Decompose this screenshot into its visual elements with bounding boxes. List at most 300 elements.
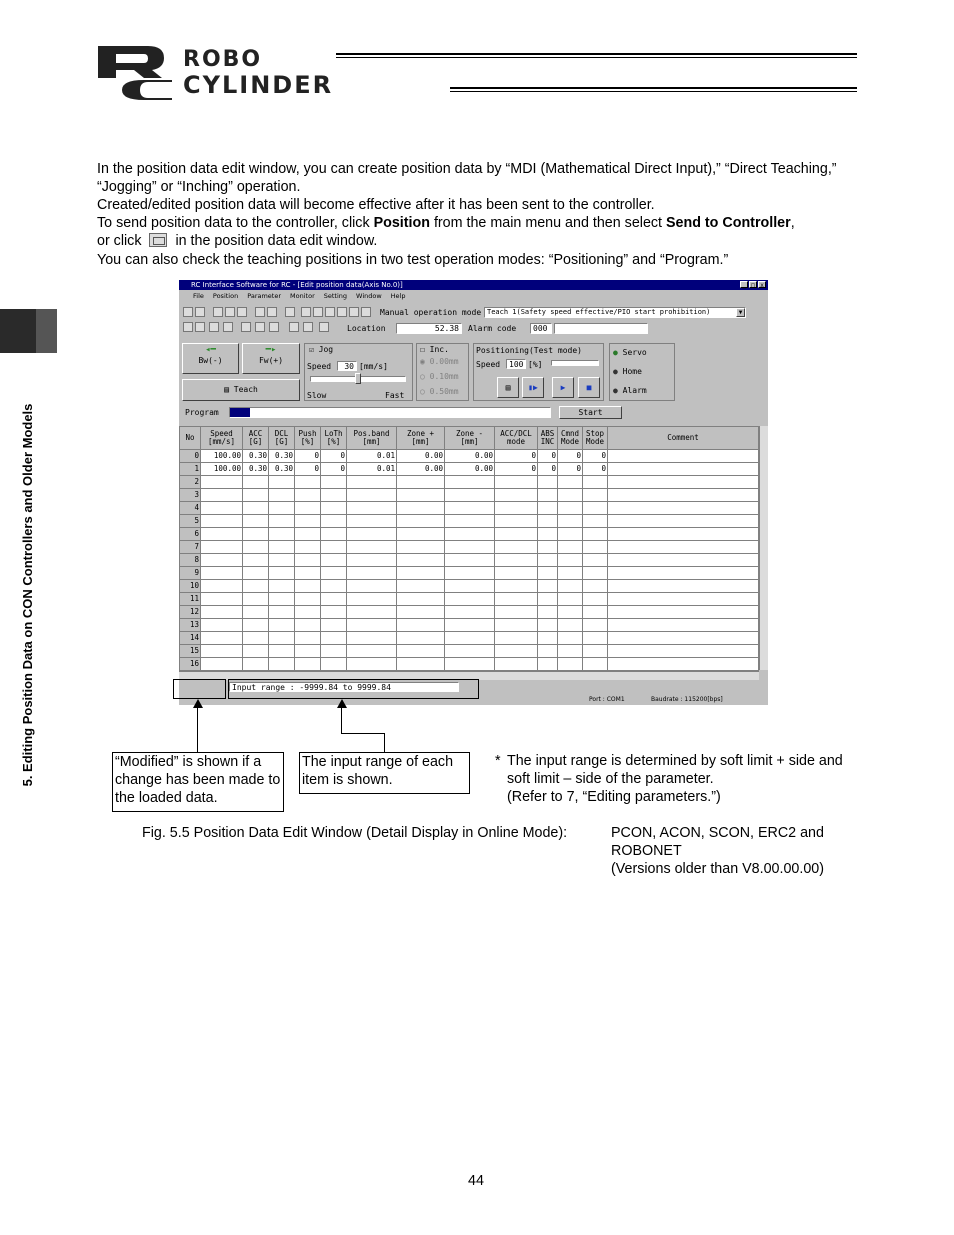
table-cell[interactable] bbox=[397, 476, 445, 489]
table-cell[interactable] bbox=[583, 476, 608, 489]
table-cell[interactable] bbox=[445, 619, 495, 632]
step-icon[interactable]: ▤ bbox=[497, 377, 519, 398]
table-cell[interactable] bbox=[269, 515, 295, 528]
paste-icon[interactable] bbox=[269, 322, 279, 332]
table-cell[interactable] bbox=[243, 554, 269, 567]
vertical-scrollbar[interactable] bbox=[759, 426, 768, 670]
table-cell[interactable] bbox=[445, 502, 495, 515]
table-cell[interactable] bbox=[445, 489, 495, 502]
copy-icon[interactable] bbox=[255, 322, 265, 332]
table-row[interactable] bbox=[180, 502, 759, 515]
table-cell[interactable] bbox=[269, 580, 295, 593]
table-cell[interactable] bbox=[558, 593, 583, 606]
table-cell[interactable] bbox=[201, 541, 243, 554]
table-row[interactable] bbox=[180, 450, 759, 463]
table-cell[interactable] bbox=[583, 580, 608, 593]
table-cell[interactable] bbox=[321, 541, 347, 554]
table-cell[interactable] bbox=[269, 593, 295, 606]
tool-icon[interactable] bbox=[303, 322, 313, 332]
table-cell[interactable] bbox=[445, 606, 495, 619]
table-cell[interactable] bbox=[445, 645, 495, 658]
table-cell[interactable] bbox=[583, 502, 608, 515]
table-cell[interactable]: 0.30 bbox=[243, 463, 269, 476]
table-cell[interactable]: 0 bbox=[295, 450, 321, 463]
table-cell[interactable] bbox=[243, 541, 269, 554]
slider-handle[interactable] bbox=[355, 373, 361, 384]
table-cell[interactable] bbox=[295, 476, 321, 489]
table-cell[interactable] bbox=[347, 515, 397, 528]
table-cell[interactable] bbox=[558, 645, 583, 658]
table-cell[interactable] bbox=[321, 528, 347, 541]
table-cell[interactable] bbox=[269, 645, 295, 658]
table-cell[interactable] bbox=[608, 619, 759, 632]
table-cell[interactable]: 0 bbox=[538, 463, 558, 476]
table-cell[interactable] bbox=[558, 567, 583, 580]
tool-icon[interactable] bbox=[361, 307, 371, 317]
table-cell[interactable]: 0.30 bbox=[243, 450, 269, 463]
tool-icon[interactable] bbox=[289, 322, 299, 332]
table-cell[interactable] bbox=[558, 658, 583, 671]
table-cell[interactable] bbox=[347, 541, 397, 554]
table-cell[interactable] bbox=[269, 541, 295, 554]
tool-icon[interactable] bbox=[349, 307, 359, 317]
table-cell[interactable] bbox=[538, 632, 558, 645]
table-cell[interactable] bbox=[295, 515, 321, 528]
table-cell[interactable] bbox=[583, 489, 608, 502]
table-cell[interactable] bbox=[495, 580, 538, 593]
table-cell[interactable] bbox=[397, 619, 445, 632]
table-cell[interactable] bbox=[201, 476, 243, 489]
table-cell[interactable] bbox=[583, 619, 608, 632]
open-icon[interactable] bbox=[195, 307, 205, 317]
table-cell[interactable] bbox=[321, 567, 347, 580]
paragraph bbox=[97, 214, 877, 232]
table-cell[interactable] bbox=[269, 606, 295, 619]
table-cell[interactable] bbox=[397, 541, 445, 554]
table-cell[interactable] bbox=[608, 476, 759, 489]
table-cell[interactable] bbox=[538, 606, 558, 619]
table-cell[interactable] bbox=[445, 580, 495, 593]
send-to-controller-icon[interactable] bbox=[195, 322, 205, 332]
table-cell[interactable] bbox=[495, 632, 538, 645]
table-cell[interactable] bbox=[347, 567, 397, 580]
positioning-label: Positioning(Test mode) bbox=[476, 346, 582, 355]
table-cell[interactable] bbox=[495, 476, 538, 489]
input-range-highlight-box bbox=[228, 679, 479, 699]
table-cell[interactable] bbox=[295, 606, 321, 619]
table-row[interactable] bbox=[180, 567, 759, 580]
table-cell[interactable] bbox=[321, 632, 347, 645]
table-row[interactable] bbox=[180, 528, 759, 541]
table-cell[interactable] bbox=[397, 554, 445, 567]
table-cell[interactable] bbox=[243, 567, 269, 580]
table-cell[interactable] bbox=[397, 632, 445, 645]
table-cell[interactable] bbox=[495, 645, 538, 658]
table-cell[interactable] bbox=[243, 502, 269, 515]
step-forward-icon[interactable]: ▮▶ bbox=[522, 377, 544, 398]
save-icon[interactable] bbox=[183, 322, 193, 332]
table-cell[interactable] bbox=[269, 658, 295, 671]
table-row[interactable] bbox=[180, 593, 759, 606]
table-cell[interactable] bbox=[538, 567, 558, 580]
table-cell[interactable] bbox=[495, 528, 538, 541]
table-cell[interactable] bbox=[538, 476, 558, 489]
inc-checkbox[interactable]: ☐ Inc. bbox=[420, 345, 449, 354]
table-cell[interactable] bbox=[347, 502, 397, 515]
table-cell[interactable] bbox=[445, 632, 495, 645]
table-row[interactable] bbox=[180, 645, 759, 658]
table-cell[interactable] bbox=[608, 489, 759, 502]
table-cell[interactable] bbox=[243, 593, 269, 606]
table-cell[interactable] bbox=[321, 476, 347, 489]
inc-option[interactable]: ○ 0.50mm bbox=[420, 387, 459, 396]
table-cell[interactable] bbox=[495, 606, 538, 619]
close-icon[interactable]: x bbox=[758, 281, 766, 288]
table-cell[interactable]: 0.01 bbox=[347, 463, 397, 476]
table-cell[interactable] bbox=[608, 554, 759, 567]
table-cell[interactable] bbox=[445, 554, 495, 567]
teach-button[interactable] bbox=[182, 379, 300, 401]
table-cell[interactable]: 0 bbox=[558, 450, 583, 463]
table-cell[interactable] bbox=[201, 515, 243, 528]
table-row[interactable] bbox=[180, 606, 759, 619]
table-cell[interactable] bbox=[495, 515, 538, 528]
table-cell[interactable] bbox=[397, 502, 445, 515]
table-cell[interactable] bbox=[295, 502, 321, 515]
table-cell[interactable] bbox=[558, 619, 583, 632]
table-cell[interactable] bbox=[583, 567, 608, 580]
table-cell[interactable] bbox=[538, 515, 558, 528]
table-cell[interactable] bbox=[321, 593, 347, 606]
table-cell[interactable] bbox=[347, 619, 397, 632]
table-cell[interactable] bbox=[397, 606, 445, 619]
table-cell[interactable] bbox=[295, 489, 321, 502]
table-cell[interactable] bbox=[495, 593, 538, 606]
table-cell[interactable] bbox=[269, 528, 295, 541]
tool-icon[interactable] bbox=[313, 307, 323, 317]
table-cell[interactable] bbox=[538, 541, 558, 554]
table-cell[interactable] bbox=[558, 541, 583, 554]
table-cell[interactable] bbox=[608, 463, 759, 476]
inc-option[interactable]: ○ 0.10mm bbox=[420, 372, 459, 381]
table-row[interactable] bbox=[180, 463, 759, 476]
pos-speed-field[interactable]: 100 bbox=[506, 359, 526, 369]
table-cell[interactable] bbox=[538, 645, 558, 658]
table-cell[interactable] bbox=[201, 502, 243, 515]
menu-item[interactable]: File bbox=[193, 292, 204, 300]
table-cell[interactable] bbox=[243, 606, 269, 619]
table-cell[interactable]: 0 bbox=[295, 463, 321, 476]
tool-icon[interactable] bbox=[325, 307, 335, 317]
table-cell[interactable] bbox=[347, 489, 397, 502]
maximize-icon[interactable]: □ bbox=[749, 281, 757, 288]
table-cell[interactable] bbox=[558, 515, 583, 528]
table-cell[interactable] bbox=[321, 515, 347, 528]
table-cell[interactable] bbox=[321, 489, 347, 502]
table-row[interactable] bbox=[180, 619, 759, 632]
pos-speed-slider[interactable] bbox=[551, 360, 599, 366]
table-cell[interactable]: 0.30 bbox=[269, 463, 295, 476]
table-cell[interactable] bbox=[295, 632, 321, 645]
menu-item[interactable]: Parameter bbox=[247, 292, 282, 300]
menu-item[interactable]: Position bbox=[212, 292, 239, 300]
table-cell[interactable] bbox=[201, 489, 243, 502]
table-cell[interactable] bbox=[269, 502, 295, 515]
table-cell[interactable] bbox=[243, 528, 269, 541]
table-cell[interactable] bbox=[347, 554, 397, 567]
table-cell[interactable] bbox=[583, 541, 608, 554]
menu-item[interactable]: Help bbox=[390, 292, 406, 300]
table-cell[interactable]: 100.00 bbox=[201, 463, 243, 476]
table-cell[interactable]: 0.30 bbox=[269, 450, 295, 463]
table-cell[interactable] bbox=[397, 593, 445, 606]
tool-icon[interactable] bbox=[301, 307, 311, 317]
table-cell[interactable] bbox=[201, 580, 243, 593]
table-cell[interactable] bbox=[445, 515, 495, 528]
table-row[interactable] bbox=[180, 554, 759, 567]
table-cell[interactable]: 0 bbox=[583, 463, 608, 476]
table-cell[interactable] bbox=[295, 658, 321, 671]
table-cell[interactable] bbox=[583, 528, 608, 541]
table-cell[interactable]: 0 bbox=[583, 450, 608, 463]
table-cell[interactable] bbox=[397, 580, 445, 593]
tool-icon[interactable] bbox=[255, 307, 265, 317]
table-row[interactable] bbox=[180, 580, 759, 593]
edit-icon[interactable] bbox=[213, 307, 223, 317]
table-cell[interactable] bbox=[558, 489, 583, 502]
table-cell[interactable] bbox=[445, 593, 495, 606]
table-cell[interactable] bbox=[495, 541, 538, 554]
table-cell[interactable] bbox=[321, 606, 347, 619]
table-cell[interactable] bbox=[243, 619, 269, 632]
table-cell[interactable] bbox=[347, 645, 397, 658]
port-status: Port : COM1 bbox=[589, 696, 625, 703]
table-cell[interactable] bbox=[538, 554, 558, 567]
cut-icon[interactable] bbox=[241, 322, 251, 332]
chevron-down-icon[interactable]: ▼ bbox=[736, 308, 745, 317]
table-cell[interactable]: 0.00 bbox=[445, 463, 495, 476]
table-cell[interactable] bbox=[583, 632, 608, 645]
table-cell[interactable] bbox=[558, 476, 583, 489]
table-cell[interactable] bbox=[558, 502, 583, 515]
table-cell[interactable] bbox=[295, 567, 321, 580]
tool-icon[interactable] bbox=[285, 307, 295, 317]
table-cell[interactable] bbox=[445, 658, 495, 671]
table-cell[interactable] bbox=[608, 450, 759, 463]
stop-icon[interactable]: ■ bbox=[578, 377, 600, 398]
fw-button[interactable] bbox=[242, 343, 300, 374]
table-cell[interactable]: 0.00 bbox=[397, 450, 445, 463]
table-cell[interactable] bbox=[347, 632, 397, 645]
table-cell[interactable] bbox=[269, 476, 295, 489]
minimize-icon[interactable]: _ bbox=[740, 281, 748, 288]
tool-icon[interactable] bbox=[237, 307, 247, 317]
table-cell[interactable] bbox=[538, 619, 558, 632]
table-cell[interactable] bbox=[201, 619, 243, 632]
table-cell[interactable] bbox=[295, 554, 321, 567]
table-cell[interactable]: 0 bbox=[321, 463, 347, 476]
bw-button[interactable] bbox=[182, 343, 239, 374]
table-cell[interactable] bbox=[538, 593, 558, 606]
table-cell[interactable] bbox=[201, 606, 243, 619]
table-cell[interactable] bbox=[397, 489, 445, 502]
arrow-line bbox=[384, 733, 385, 752]
table-cell[interactable] bbox=[445, 528, 495, 541]
menu-item[interactable]: Window bbox=[356, 292, 382, 300]
table-cell[interactable] bbox=[558, 554, 583, 567]
inc-option[interactable]: ◉ 0.00mm bbox=[420, 357, 459, 366]
table-cell[interactable] bbox=[347, 593, 397, 606]
table-cell[interactable]: 0 bbox=[495, 463, 538, 476]
table-cell[interactable] bbox=[445, 541, 495, 554]
table-cell[interactable] bbox=[201, 632, 243, 645]
table-cell[interactable] bbox=[243, 580, 269, 593]
table-row[interactable] bbox=[180, 632, 759, 645]
table-cell[interactable] bbox=[397, 658, 445, 671]
table-cell[interactable] bbox=[495, 619, 538, 632]
start-button[interactable]: Start bbox=[559, 406, 622, 419]
table-cell[interactable] bbox=[201, 567, 243, 580]
table-cell[interactable] bbox=[347, 658, 397, 671]
row-number: 13 bbox=[180, 619, 201, 632]
table-cell[interactable] bbox=[445, 476, 495, 489]
table-cell[interactable] bbox=[583, 515, 608, 528]
table-cell[interactable] bbox=[269, 619, 295, 632]
table-cell[interactable] bbox=[295, 593, 321, 606]
table-cell[interactable] bbox=[397, 645, 445, 658]
tool-icon[interactable] bbox=[225, 307, 235, 317]
table-cell[interactable] bbox=[583, 554, 608, 567]
table-cell[interactable] bbox=[397, 515, 445, 528]
table-cell[interactable]: 0.00 bbox=[397, 463, 445, 476]
table-cell[interactable] bbox=[583, 606, 608, 619]
print-icon[interactable] bbox=[223, 322, 233, 332]
table-cell[interactable] bbox=[558, 606, 583, 619]
table-cell[interactable] bbox=[608, 632, 759, 645]
table-cell[interactable] bbox=[295, 528, 321, 541]
table-cell[interactable] bbox=[243, 489, 269, 502]
table-cell[interactable] bbox=[347, 476, 397, 489]
play-icon[interactable]: ▶ bbox=[552, 377, 574, 398]
table-cell[interactable] bbox=[201, 554, 243, 567]
manual-mode-select[interactable]: Teach 1(Safety speed effective/PIO start prohibition) bbox=[484, 307, 746, 318]
table-cell[interactable] bbox=[558, 528, 583, 541]
table-cell[interactable] bbox=[201, 528, 243, 541]
table-cell[interactable] bbox=[558, 580, 583, 593]
table-cell[interactable] bbox=[538, 502, 558, 515]
table-cell[interactable] bbox=[538, 580, 558, 593]
table-row[interactable] bbox=[180, 541, 759, 554]
table-cell[interactable] bbox=[295, 580, 321, 593]
table-cell[interactable] bbox=[243, 632, 269, 645]
table-cell[interactable]: 0.00 bbox=[445, 450, 495, 463]
table-cell[interactable] bbox=[583, 593, 608, 606]
table-cell[interactable] bbox=[269, 554, 295, 567]
table-cell[interactable] bbox=[201, 593, 243, 606]
menu-item[interactable]: Setting bbox=[323, 292, 348, 300]
table-cell[interactable] bbox=[269, 489, 295, 502]
table-cell[interactable] bbox=[538, 528, 558, 541]
bw-label: Bw(-) bbox=[198, 356, 223, 365]
table-cell[interactable] bbox=[583, 645, 608, 658]
table-cell[interactable]: 0 bbox=[321, 450, 347, 463]
table-cell[interactable] bbox=[321, 502, 347, 515]
table-cell[interactable] bbox=[397, 528, 445, 541]
table-cell[interactable] bbox=[243, 658, 269, 671]
table-cell[interactable] bbox=[321, 645, 347, 658]
table-cell[interactable] bbox=[243, 515, 269, 528]
table-cell[interactable] bbox=[538, 489, 558, 502]
table-cell[interactable] bbox=[608, 515, 759, 528]
table-cell[interactable] bbox=[269, 632, 295, 645]
table-cell[interactable] bbox=[295, 541, 321, 554]
table-cell[interactable] bbox=[558, 632, 583, 645]
table-cell[interactable] bbox=[608, 606, 759, 619]
table-cell[interactable] bbox=[243, 476, 269, 489]
table-row[interactable] bbox=[180, 489, 759, 502]
jog-speed-field[interactable]: 30 bbox=[337, 361, 357, 371]
table-cell[interactable]: 0 bbox=[558, 463, 583, 476]
table-cell[interactable] bbox=[608, 645, 759, 658]
table-cell[interactable] bbox=[347, 606, 397, 619]
table-cell[interactable] bbox=[347, 528, 397, 541]
jog-checkbox[interactable]: ☑ Jog bbox=[309, 345, 334, 354]
program-field[interactable] bbox=[229, 407, 551, 418]
table-cell[interactable] bbox=[321, 580, 347, 593]
table-cell[interactable] bbox=[243, 645, 269, 658]
table-cell[interactable] bbox=[321, 554, 347, 567]
table-cell[interactable] bbox=[538, 658, 558, 671]
table-cell[interactable] bbox=[608, 593, 759, 606]
table-cell[interactable] bbox=[295, 645, 321, 658]
table-cell[interactable] bbox=[321, 619, 347, 632]
table-cell[interactable]: 100.00 bbox=[201, 450, 243, 463]
table-cell[interactable] bbox=[608, 541, 759, 554]
table-cell[interactable]: 0.01 bbox=[347, 450, 397, 463]
table-cell[interactable] bbox=[295, 619, 321, 632]
table-cell[interactable] bbox=[201, 658, 243, 671]
table-row[interactable] bbox=[180, 515, 759, 528]
table-cell[interactable] bbox=[608, 580, 759, 593]
table-row[interactable] bbox=[180, 658, 759, 671]
tool-icon[interactable] bbox=[267, 307, 277, 317]
tool-icon[interactable] bbox=[319, 322, 329, 332]
new-icon[interactable] bbox=[183, 307, 193, 317]
table-row[interactable] bbox=[180, 476, 759, 489]
table-cell[interactable] bbox=[583, 658, 608, 671]
table-cell[interactable] bbox=[495, 502, 538, 515]
table-cell[interactable] bbox=[495, 489, 538, 502]
table-cell[interactable] bbox=[608, 658, 759, 671]
table-cell[interactable] bbox=[608, 528, 759, 541]
table-cell[interactable] bbox=[608, 567, 759, 580]
menu-item[interactable]: Monitor bbox=[290, 292, 315, 300]
table-cell[interactable] bbox=[321, 658, 347, 671]
tool-icon[interactable] bbox=[337, 307, 347, 317]
table-cell[interactable] bbox=[445, 567, 495, 580]
table-cell[interactable] bbox=[347, 580, 397, 593]
table-cell[interactable] bbox=[495, 658, 538, 671]
tool-icon[interactable] bbox=[209, 322, 219, 332]
table-cell[interactable] bbox=[397, 567, 445, 580]
table-cell[interactable]: 0 bbox=[538, 450, 558, 463]
table-cell[interactable] bbox=[269, 567, 295, 580]
table-cell[interactable] bbox=[201, 645, 243, 658]
table-cell[interactable] bbox=[495, 567, 538, 580]
table-cell[interactable]: 0 bbox=[495, 450, 538, 463]
table-cell[interactable] bbox=[495, 554, 538, 567]
table-cell[interactable] bbox=[608, 502, 759, 515]
